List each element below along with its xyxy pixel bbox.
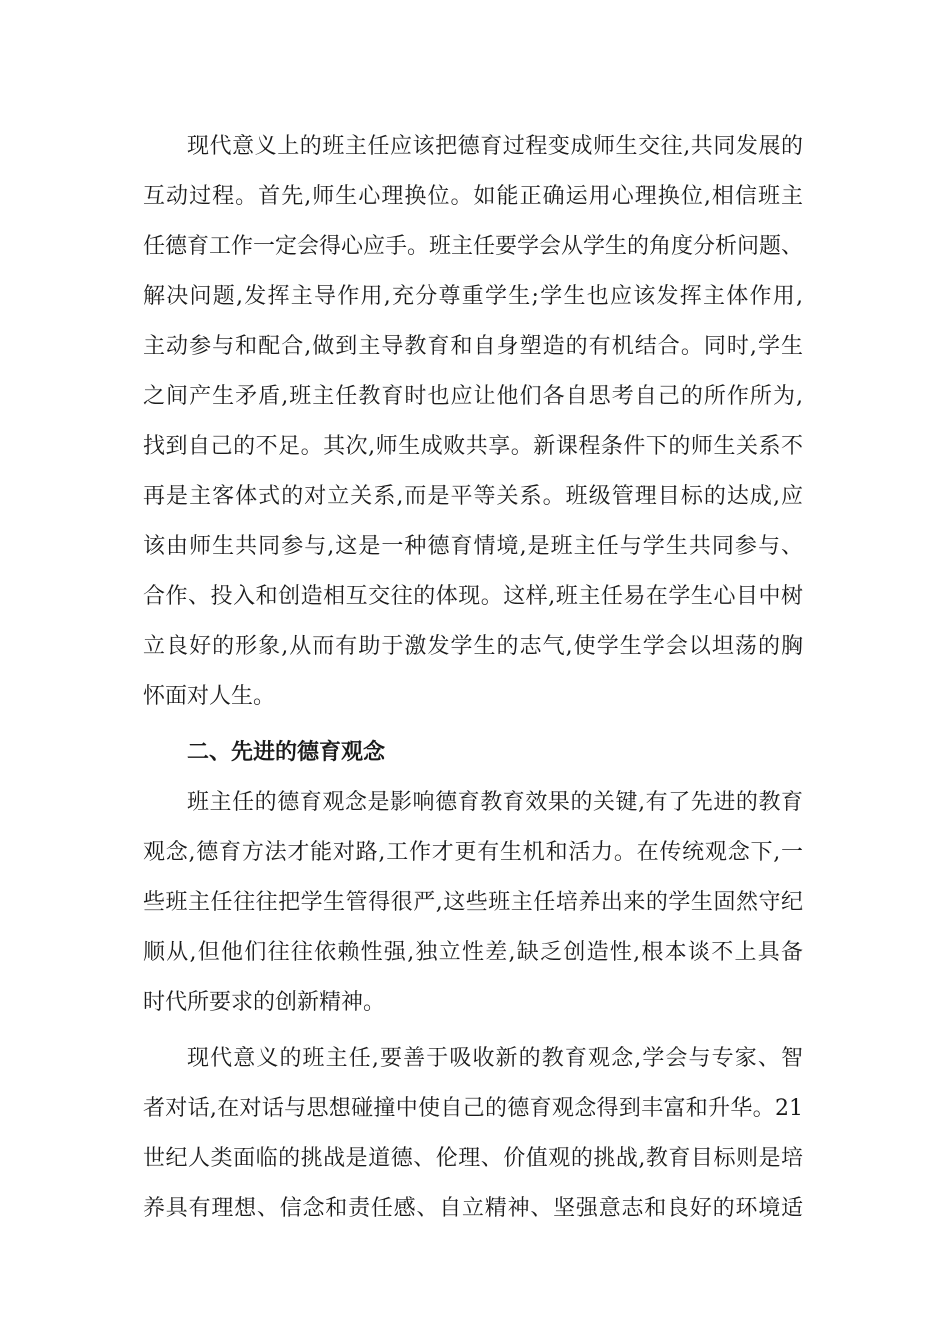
text-line: 互动过程。首先,师生心理换位。如能正确运用心理换位,相信班主 (143, 184, 803, 209)
text-line: 之间产生矛盾,班主任教育时也应让他们各自思考自己的所作所为, (143, 384, 803, 409)
text-line: 该由师生共同参与,这是一种德育情境,是班主任与学生共同参与、 (143, 534, 803, 559)
text-line: 再是主客体式的对立关系,而是平等关系。班级管理目标的达成,应 (143, 484, 803, 509)
paragraph-3 (143, 1034, 803, 1234)
paragraph-1 (143, 122, 803, 722)
text-line: 现代意义的班主任,要善于吸收新的教育观念,学会与专家、智 (187, 1046, 803, 1071)
text-line: 合作、投入和创造相互交往的体现。这样,班主任易在学生心目中树 (143, 584, 803, 609)
text-line: 班主任的德育观念是影响德育教育效果的关键,有了先进的教育 (187, 790, 803, 815)
section-heading: 二、先进的德育观念 (187, 740, 386, 765)
paragraph-2 (143, 778, 803, 1028)
text-line: 现代意义上的班主任应该把德育过程变成师生交往,共同发展的 (187, 134, 803, 159)
text-line: 者对话,在对话与思想碰撞中使自己的德育观念得到丰富和升华。21 (143, 1096, 803, 1121)
text-line: 时代所要求的创新精神。 (143, 990, 386, 1015)
text-line: 观念,德育方法才能对路,工作才更有生机和活力。在传统观念下,一 (143, 840, 803, 865)
text-line: 主动参与和配合,做到主导教育和自身塑造的有机结合。同时,学生 (143, 334, 803, 359)
text-line: 解决问题,发挥主导作用,充分尊重学生;学生也应该发挥主体作用, (143, 284, 803, 309)
text-line: 些班主任往往把学生管得很严,这些班主任培养出来的学生固然守纪 (143, 890, 803, 915)
text-line: 任德育工作一定会得心应手。班主任要学会从学生的角度分析问题、 (143, 234, 804, 259)
text-line: 养具有理想、信念和责任感、自立精神、坚强意志和良好的环境适 (143, 1196, 803, 1221)
text-line: 顺从,但他们往往依赖性强,独立性差,缺乏创造性,根本谈不上具备 (143, 940, 803, 965)
text-line: 找到自己的不足。其次,师生成败共享。新课程条件下的师生关系不 (143, 434, 803, 459)
text-line: 立良好的形象,从而有助于激发学生的志气,使学生学会以坦荡的胸 (143, 634, 803, 659)
document-body (143, 122, 803, 1234)
text-line: 世纪人类面临的挑战是道德、伦理、价值观的挑战,教育目标则是培 (143, 1146, 803, 1171)
text-line: 怀面对人生。 (143, 684, 276, 709)
